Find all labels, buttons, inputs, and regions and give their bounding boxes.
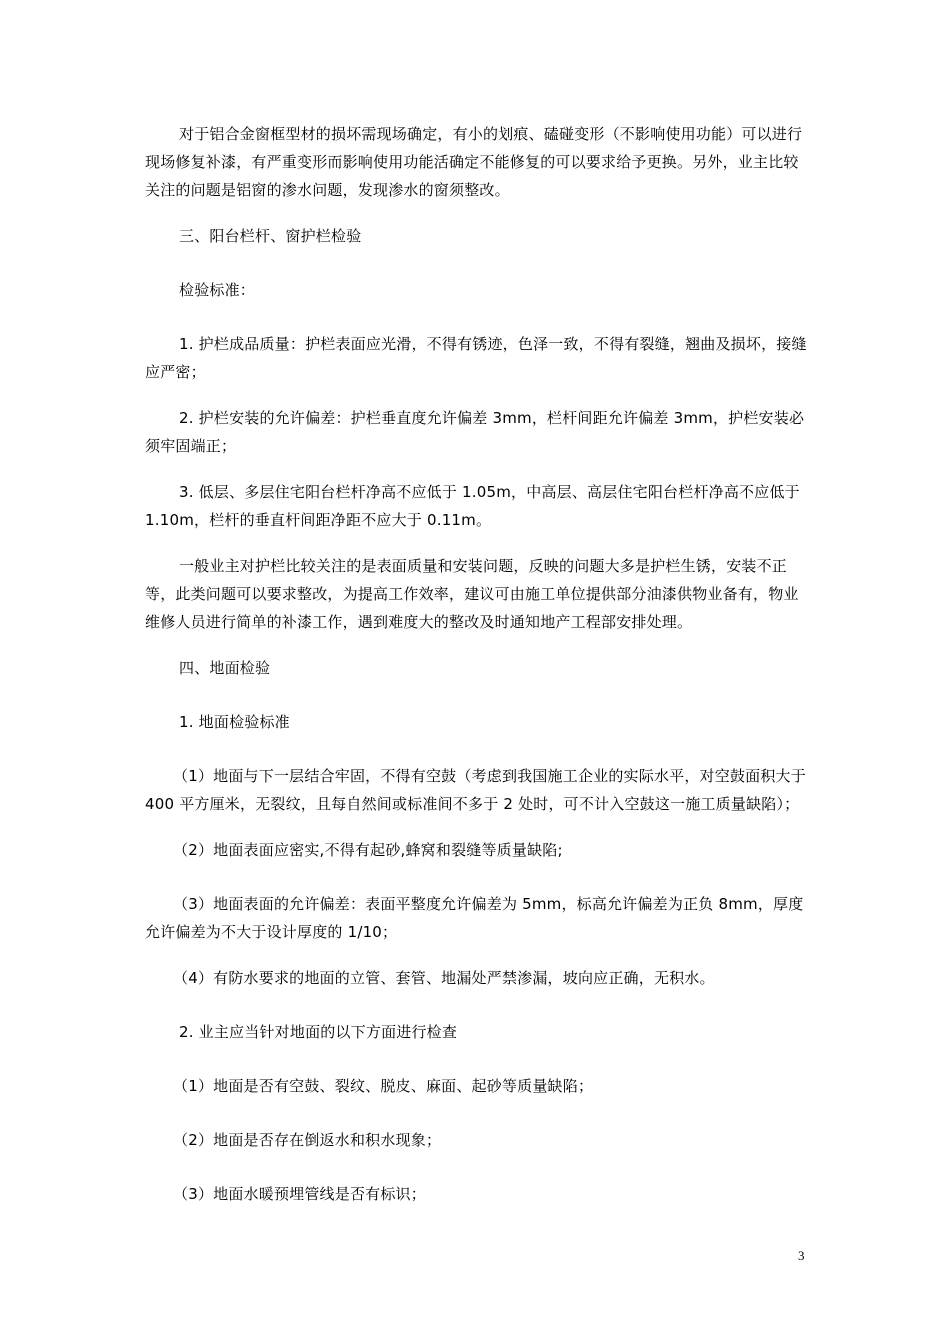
heading-balcony-railing: 三、阳台栏杆、窗护栏检验 xyxy=(179,227,362,245)
page-number: 3 xyxy=(798,1248,805,1263)
item-railing-height: 3. 低层、多层住宅阳台栏杆净高不应低于 1.05m，中高层、高层住宅阳台栏杆净高不应低于 1.10m，栏杆的垂直杆间距净距不应大于 0.11m。 xyxy=(145,483,805,529)
item-floor-bonding: （1）地面与下一层结合牢固，不得有空鼓（考虑到我国施工企业的实际水平，对空鼓面积大于 400 平方厘米，无裂纹，且每自然间或标准间不多于 2 处时，可不计入空鼓这一施工质量缺陷）； xyxy=(145,767,811,813)
paragraph-railing-concerns: 一般业主对护栏比较关注的是表面质量和安装问题，反映的问题大多是护栏生锈，安装不正等，此类问题可以要求整改，为提高工作效率，建议可由施工单位提供部分油漆供物业备有，物业维修人员进行简单的补漆工作，遇到难度大的整改及时通知地产工程部安排处理。 xyxy=(145,557,799,631)
check-floor-water: （2）地面是否存在倒返水和积水现象； xyxy=(173,1131,442,1149)
item-railing-quality: 1. 护栏成品质量：护栏表面应光滑，不得有锈迹，色泽一致，不得有裂缝，翘曲及损坏，接缝应严密； xyxy=(145,335,807,381)
document-body xyxy=(145,120,810,1208)
check-floor-pipes: （3）地面水暖预埋管线是否有标识； xyxy=(173,1185,426,1203)
heading-floor-inspection: 四、地面检验 xyxy=(179,659,271,677)
subheading-owner-checks: 2. 业主应当针对地面的以下方面进行检查 xyxy=(179,1023,458,1041)
subheading-floor-standard: 1. 地面检验标准 xyxy=(179,713,290,731)
check-floor-defects: （1）地面是否有空鼓、裂纹、脱皮、麻面、起砂等质量缺陷； xyxy=(173,1077,594,1095)
label-inspection-standard: 检验标准： xyxy=(179,281,256,299)
item-railing-deviation: 2. 护栏安装的允许偏差：护栏垂直度允许偏差 3mm，栏杆间距允许偏差 3mm，护栏安装必须牢固端正； xyxy=(145,409,805,455)
paragraph-aluminum-frame: 对于铝合金窗框型材的损坏需现场确定，有小的划痕、磕碰变形（不影响使用功能）可以进行现场修复补漆，有严重变形而影响使用功能活确定不能修复的可以要求给予更换。另外，业主比较关注的问题是铝窗的渗水问题，发现渗水的窗须整改。 xyxy=(145,125,803,199)
item-floor-surface: （2）地面表面应密实,不得有起砂,蜂窝和裂缝等质量缺陷; xyxy=(173,841,563,859)
item-floor-waterproof: （4）有防水要求的地面的立管、套管、地漏处严禁渗漏，坡向应正确，无积水。 xyxy=(173,969,715,987)
item-floor-deviation: （3）地面表面的允许偏差：表面平整度允许偏差为 5mm，标高允许偏差为正负 8mm，厚度允许偏差为不大于设计厚度的 1/10； xyxy=(145,895,804,941)
